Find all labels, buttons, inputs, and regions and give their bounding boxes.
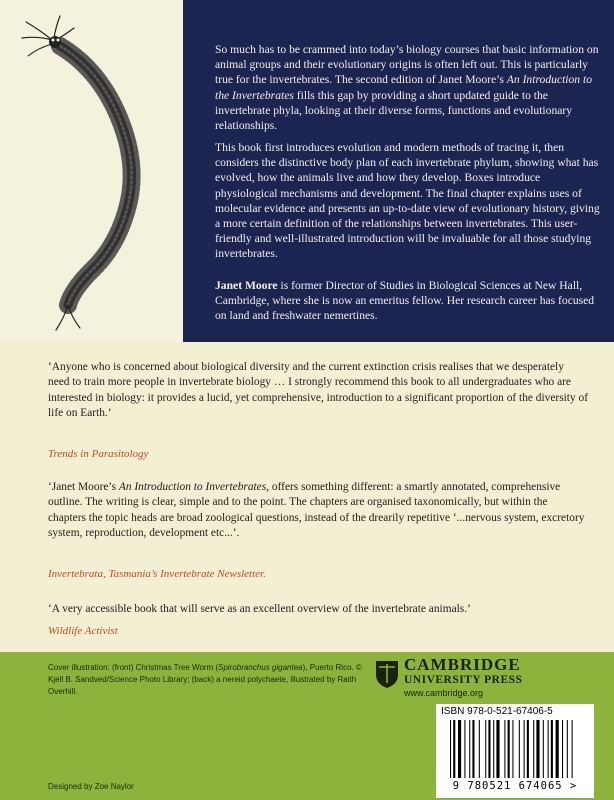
book-title: An Introduction to the Invertebrates <box>215 73 593 102</box>
barcode-bar <box>551 720 553 778</box>
barcode-bar <box>519 720 520 778</box>
review-quote-2 <box>48 480 588 541</box>
barcode-bar <box>572 720 573 778</box>
footer-band <box>0 652 614 800</box>
barcode-bar <box>458 720 461 778</box>
barcode-bar <box>485 720 486 778</box>
blurb-text: So much has to be crammed into today’s biology courses that basic information on animal groups and their evolutionary origins is often left out. This is particularly true for the invertebrates. The second edition of Janet Moore’s <box>215 43 599 87</box>
barcode-bar <box>536 720 539 778</box>
barcode <box>448 720 584 778</box>
barcode-bar <box>469 720 470 778</box>
publisher-logo <box>404 656 594 699</box>
credits-text: Cover illustration: (front) Christmas Tree Worm ( <box>48 663 219 672</box>
review-source-3: Wildlife Activist <box>48 625 118 637</box>
blurb-paragraph-2: This book first introduces evolution and modern methods of tracing it, then considers the distinctive body plan of each invertebrate phylum, showing what has evolved, how the animals live and how they develop. Boxes introduce physiological mechanisms and development. The final chapter explains uses of molecular evidence and presents an up-to-date view of evolutionary history, giving a more certain definition of the relationships between invertebrates. This user-friendly and well-illustrated introduction will be invaluable for all those studying invertebrates. <box>215 141 600 261</box>
publisher-url: www.cambridge.org <box>404 688 484 698</box>
author-name: Janet Moore <box>215 279 278 292</box>
barcode-digits: 9 780521 674065 > <box>452 780 578 792</box>
publisher-name: CAMBRIDGE <box>404 655 521 674</box>
review-source-1: Trends in Parasitology <box>48 448 149 460</box>
blurb-panel <box>183 0 614 342</box>
barcode-bar <box>464 720 465 778</box>
polychaete-illustration <box>0 0 183 342</box>
species-name: Spirobranchus gigantea <box>218 663 303 672</box>
barcode-bar <box>504 720 505 778</box>
barcode-bar <box>543 720 544 778</box>
barcode-bar <box>496 720 499 778</box>
designer-credit: Designed by Zoe Naylor <box>48 782 134 791</box>
review-text: , offers something different: a smartly annotated, comprehensive outline. The writing is clear, simple and to the point. The chapters are organised taxonomically, but within the chapters the topic heads are broad zoological questions, instead of the drearily repetitive ‘...nervous system, excretory system, reproduction, development etc...’. <box>48 481 585 539</box>
barcode-bar <box>527 720 529 778</box>
barcode-bar <box>524 720 525 778</box>
review-quote-3: ‘A very accessible book that will serve as an excellent overview of the invertebrate animals.’ <box>48 603 471 615</box>
publisher-subname: UNIVERSITY PRESS <box>404 674 523 686</box>
barcode-bar <box>472 720 474 778</box>
top-section <box>0 0 614 342</box>
blurb-paragraph-1 <box>215 42 603 133</box>
barcode-bar <box>562 720 563 778</box>
barcode-bar <box>567 720 568 778</box>
review-text: ‘Janet Moore’s <box>48 481 119 493</box>
author-bio-text: is former Director of Studies in Biological Sciences at New Hall, Cambridge, where she is now an emeritus fellow. Her research career has focused on land and freshwater nemertines. <box>215 279 595 323</box>
author-bio <box>215 278 603 324</box>
barcode-bar <box>556 720 559 778</box>
barcode-bar <box>453 720 455 778</box>
book-title: An Introduction to Invertebrates <box>118 481 267 493</box>
barcode-bar <box>548 720 549 778</box>
barcode-bar <box>450 720 451 778</box>
barcode-bar <box>512 720 513 778</box>
blurb-text: fills this gap by providing a short updated guide to the invertebrate phyla, looking at their diverse forms, functions and evolutionary relationships. <box>215 88 573 133</box>
barcode-bar <box>479 720 480 778</box>
barcode-bar <box>493 720 494 778</box>
worm-drawing <box>0 0 183 342</box>
barcode-box <box>436 704 594 798</box>
reviews-section <box>0 342 614 652</box>
review-source-2: Invertebrata, Tasmania’s Invertebrate Newsletter. <box>48 568 266 580</box>
isbn-label: ISBN 978-0-521-67406-5 <box>441 706 553 717</box>
barcode-bar <box>488 720 490 778</box>
barcode-bar <box>508 720 510 778</box>
barcode-bar <box>533 720 534 778</box>
credits-text: ), Puerto Rico. © Kjell B. Sandved/Science Photo Library; (back) a nereid polychaete, illustrated by Raith Overhill. <box>48 663 362 696</box>
cover-credits <box>48 662 378 698</box>
shield-icon <box>374 659 400 689</box>
review-quote-1: ‘Anyone who is concerned about biological diversity and the current extinction crisis realises that we desperately need to train more people in invertebrate biology … I strongly recommend this book to all undergraduates who are interested in biology: it provides a lucid, yet comprehensive, introduction to a significant proportion of the diversity of life on Earth.’ <box>48 361 588 419</box>
